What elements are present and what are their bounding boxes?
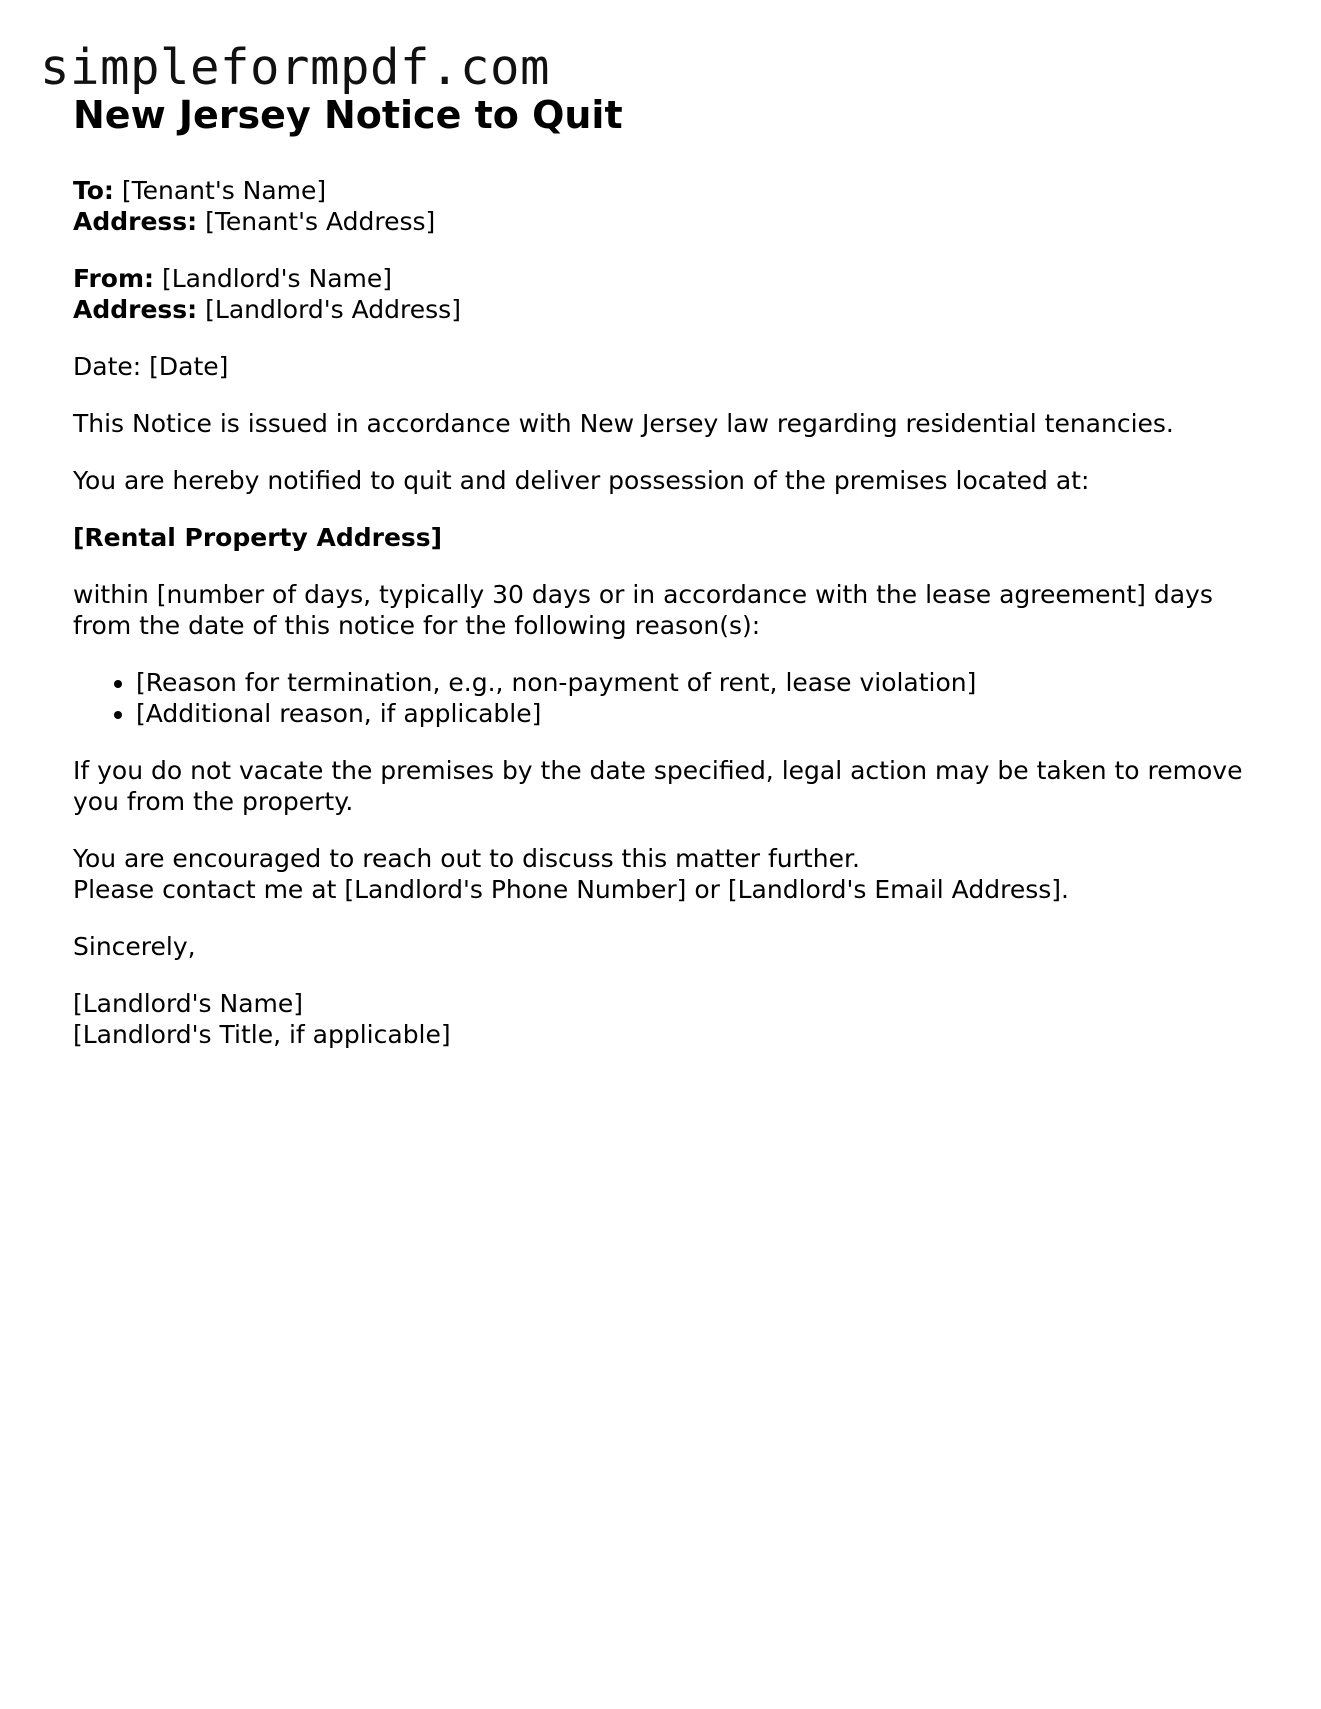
watermark: simpleformpdf.com — [40, 39, 551, 96]
reasons-list — [73, 667, 1253, 729]
from-label: From: — [73, 264, 155, 293]
tenant-name: [Tenant's Name] — [113, 176, 327, 205]
signature-block — [73, 988, 1253, 1050]
landlord-name: [Landlord's Name] — [154, 264, 392, 293]
signature-name: [Landlord's Name] — [73, 989, 304, 1018]
sender-block — [73, 263, 1253, 325]
contact-paragraph — [73, 843, 1253, 905]
contact-line: Please contact me at [Landlord's Phone Number] or [Landlord's Email Address]. — [73, 875, 1069, 904]
closing: Sincerely, — [73, 932, 196, 961]
encouraged-line: You are encouraged to reach out to discuss this matter further. — [73, 844, 860, 873]
signature-title: [Landlord's Title, if applicable] — [73, 1020, 451, 1049]
tenant-address-label: Address: — [73, 207, 198, 236]
to-label: To: — [73, 176, 114, 205]
list-item: • [Reason for termination, e.g., non-payment of rent, lease violation] — [136, 667, 1253, 698]
tenant-address: [Tenant's Address] — [197, 207, 436, 236]
deadline-paragraph: within [number of days, typically 30 days or in accordance with the lease agreement] days from the date of this notice for the following reason(s): — [73, 580, 1213, 640]
landlord-address-label: Address: — [73, 295, 198, 324]
date-line: Date: [Date] — [73, 352, 229, 381]
intro-paragraph: This Notice is issued in accordance with New Jersey law regarding residential tenancies. — [73, 409, 1174, 438]
recipient-block — [73, 175, 1253, 237]
notice-document — [73, 88, 1253, 1076]
page-title: New Jersey Notice to Quit — [73, 93, 623, 137]
list-item: • [Additional reason, if applicable] — [136, 698, 1253, 729]
legal-action-paragraph: If you do not vacate the premises by the date specified, legal action may be taken to remove you from the property. — [73, 756, 1243, 816]
property-address: [Rental Property Address] — [73, 523, 443, 552]
landlord-address: [Landlord's Address] — [197, 295, 461, 324]
notification-paragraph: You are hereby notified to quit and deliver possession of the premises located at: — [73, 466, 1090, 495]
